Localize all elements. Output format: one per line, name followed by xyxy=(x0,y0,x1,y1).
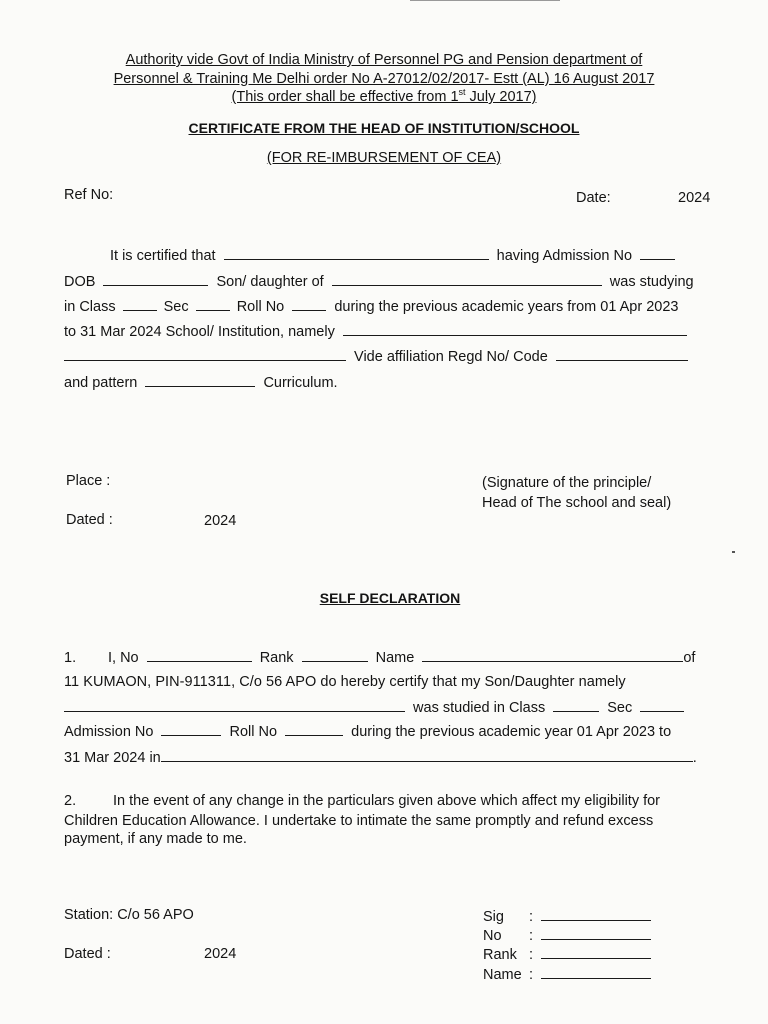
sig-field[interactable] xyxy=(541,906,651,921)
student-name-field[interactable] xyxy=(224,245,489,260)
date-label: Date: xyxy=(576,190,611,206)
self-declaration-title: SELF DECLARATION xyxy=(319,590,461,606)
roll-no-field[interactable] xyxy=(292,296,326,311)
ref-no-label: Ref No: xyxy=(64,187,114,203)
dob-field[interactable] xyxy=(103,271,208,286)
decl-line-4: Admission No Roll No during the previous academic year 01 Apr 2023 to xyxy=(64,721,671,741)
decl-no-field[interactable] xyxy=(147,647,252,662)
cert-line-2: DOB Son/ daughter of was studying xyxy=(64,271,694,291)
name-field[interactable] xyxy=(541,964,651,979)
decl-sec-field[interactable] xyxy=(640,697,684,712)
no-row: No : xyxy=(483,925,651,945)
rank-field[interactable] xyxy=(541,944,651,959)
certificate-subtitle: (FOR RE-IMBURSEMENT OF CEA) xyxy=(266,150,502,166)
date-year: 2024 xyxy=(678,190,711,206)
class-field[interactable] xyxy=(123,296,157,311)
rank-row: Rank : xyxy=(483,944,651,964)
admission-no-field[interactable] xyxy=(640,245,675,260)
sig-row: Sig : xyxy=(483,906,651,926)
station-label: Station: C/o 56 APO xyxy=(64,907,194,923)
cert-line-6: and pattern Curriculum. xyxy=(64,372,338,392)
decl-child-name-field[interactable] xyxy=(64,697,405,712)
cert-line-4: to 31 Mar 2024 School/ Institution, namely xyxy=(64,321,687,341)
decl-line-1: 1. I, No Rank Name of xyxy=(64,647,695,667)
affiliation-code-field[interactable] xyxy=(556,346,688,361)
certificate-title: CERTIFICATE FROM THE HEAD OF INSTITUTION/SCHOOL xyxy=(188,120,580,136)
decl-roll-no-field[interactable] xyxy=(285,721,343,736)
decl-admission-no-field[interactable] xyxy=(161,721,221,736)
cert-line-3: in Class Sec Roll No during the previous academic years from 01 Apr 2023 xyxy=(64,296,678,316)
decl-school-field[interactable] xyxy=(161,747,693,762)
name-row: Name : xyxy=(483,964,651,984)
cert-dated-label: Dated : xyxy=(66,512,113,528)
pattern-field[interactable] xyxy=(145,372,255,387)
parent-name-field[interactable] xyxy=(332,271,602,286)
scan-speck xyxy=(732,551,735,553)
school-name-field-cont[interactable] xyxy=(64,346,346,361)
principal-signature-line-1: (Signature of the principle/ xyxy=(482,475,652,491)
decl-class-field[interactable] xyxy=(553,697,599,712)
authority-line-3: (This order shall be effective from 1st July 2017) xyxy=(231,87,537,105)
decl-name-field[interactable] xyxy=(422,647,683,662)
decl-rank-field[interactable] xyxy=(302,647,368,662)
cert-line-5: Vide affiliation Regd No/ Code xyxy=(64,346,688,366)
authority-line-1: Authority vide Govt of India Ministry of Personnel PG and Pension department of xyxy=(125,52,643,68)
section-field[interactable] xyxy=(196,296,230,311)
place-label: Place : xyxy=(66,473,111,489)
no-field[interactable] xyxy=(541,925,651,940)
decl-dated-label: Dated : xyxy=(64,946,111,962)
scan-edge-line xyxy=(410,0,560,1)
authority-line-2: Personnel & Training Me Delhi order No A-27012/02/2017- Estt (AL) 16 August 2017 xyxy=(113,71,655,87)
decl-para2-line-3: payment, if any made to me. xyxy=(64,831,247,847)
decl-line-3: was studied in Class Sec xyxy=(64,697,684,717)
cert-line-1: It is certified that having Admission No xyxy=(110,245,675,265)
decl-line-5: 31 Mar 2024 in . xyxy=(64,747,697,767)
principal-signature-line-2: Head of The school and seal) xyxy=(482,495,672,511)
decl-line-2: 11 KUMAON, PIN-911311, C/o 56 APO do hereby certify that my Son/Daughter namely xyxy=(64,674,626,690)
decl-para2-line-2: Children Education Allowance. I undertake to intimate the same promptly and refund excess xyxy=(64,813,654,829)
cert-dated-year: 2024 xyxy=(204,513,237,529)
school-name-field[interactable] xyxy=(343,321,687,336)
decl-dated-year: 2024 xyxy=(204,946,237,962)
decl-para2-line-1: 2. In the event of any change in the particulars given above which affect my eligibility for xyxy=(64,793,661,809)
